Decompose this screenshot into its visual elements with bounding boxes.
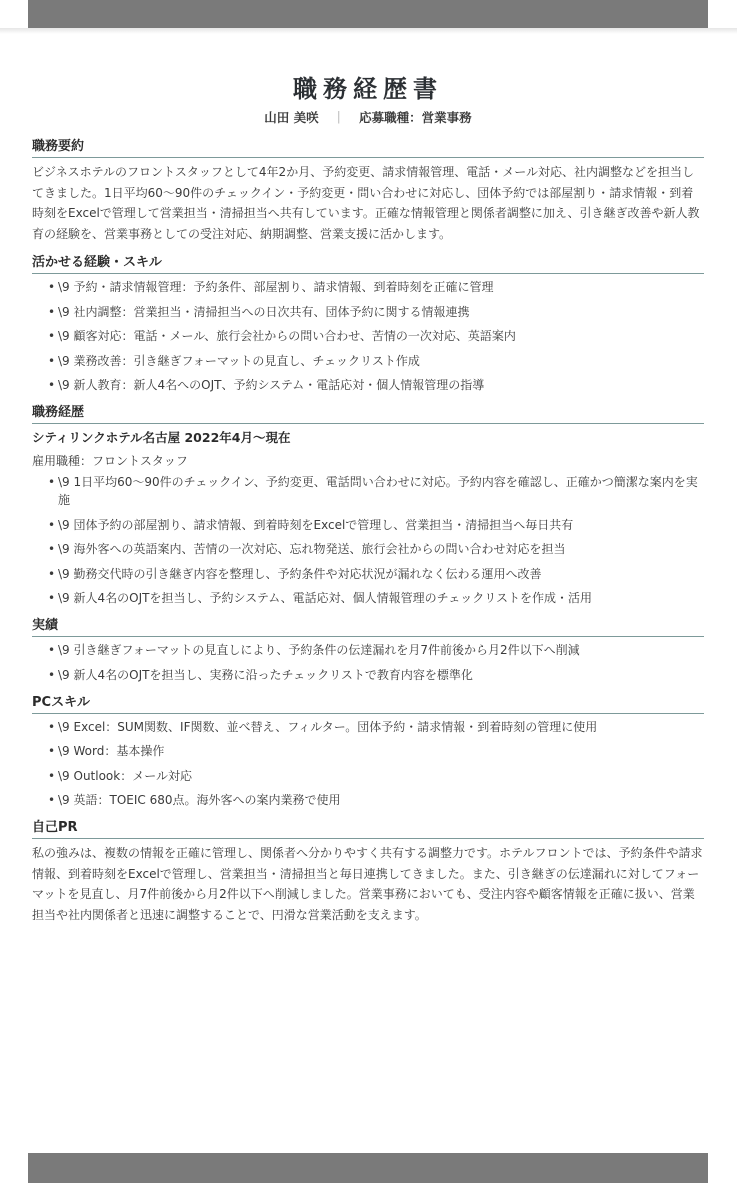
list-item	[48, 742, 704, 760]
list-item	[48, 473, 704, 509]
bullet-icon: •	[48, 517, 56, 532]
section-heading-achievements: 実績	[32, 617, 704, 637]
list-item-text: \9 海外客への英語案内、苦情の一次対応、忘れ物発送、旅行会社からの問い合わせ対応を担当	[58, 542, 566, 556]
section-heading-summary: 職務要約	[32, 138, 704, 158]
bullet-icon: •	[48, 304, 56, 319]
bullet-icon: •	[48, 280, 56, 294]
list-item-text: \9 勤務交代時の引き継ぎ内容を整理し、予約条件や対応状況が漏れなく伝わる運用へ改善	[58, 566, 542, 581]
bullet-icon: •	[48, 353, 56, 368]
list-item-text: \9 新人4名のOJTを担当し、実務に沿ったチェックリストで教育内容を標準化	[58, 667, 473, 682]
section-heading-self-pr: 自己PR	[32, 819, 704, 839]
list-item-text: \9 英語：TOEIC 680点。海外客への案内業務で使用	[58, 793, 341, 807]
summary-text: ビジネスホテルのフロントスタッフとして4年2か月、予約変更、請求情報管理、電話・メール対応、社内調整などを担当してきました。1日平均60～90件のチェックイン・予約変更・問い合わせに対応し、団体予約では部屋割り・請求情報・到着時刻をExcelで管理して営業担当・清掃担当へ共有しています。正確な情報管理と関係者調整に加え、引き継ぎ改善や新人教育の経験を、営業事務としての受注対応、納期調整、営業支援に活かします。	[32, 165, 700, 241]
bullet-icon: •	[48, 566, 56, 581]
list-item	[48, 589, 704, 607]
history-list	[32, 473, 704, 607]
bullet-icon: •	[48, 329, 56, 343]
list-item	[48, 767, 704, 785]
section-skills	[32, 254, 704, 394]
resume-page	[32, 72, 704, 925]
pc-skills-list	[32, 718, 704, 810]
list-item-text: \9 団体予約の部屋割り、請求情報、到着時刻をExcelで管理し、営業担当・清掃担当へ毎日共有	[58, 517, 574, 532]
applicant-line	[32, 108, 704, 128]
list-item	[48, 565, 704, 583]
section-heading-pc-skills: PCスキル	[32, 694, 704, 714]
company-heading: シティリンクホテル名古屋 2022年4月～現在	[32, 430, 291, 445]
bullet-icon: •	[48, 719, 56, 734]
skills-list	[32, 278, 704, 394]
bullet-icon: •	[48, 768, 56, 783]
bullet-icon: •	[48, 591, 56, 605]
applied-position: 応募職種：営業事務	[359, 110, 472, 125]
document-title: 職務経歴書	[293, 75, 443, 103]
list-item	[48, 791, 704, 809]
list-item-text: \9 新人4名のOJTを担当し、予約システム、電話応対、個人情報管理のチェックリストを作成・活用	[58, 591, 593, 605]
list-item	[48, 540, 704, 558]
section-heading-history: 職務経歴	[32, 404, 704, 424]
achievements-list	[32, 641, 704, 684]
page-top-shadow	[0, 28, 737, 34]
bullet-icon: •	[48, 542, 56, 556]
list-item	[48, 327, 704, 345]
separator: ｜	[332, 110, 346, 125]
list-item	[48, 516, 704, 534]
list-item	[48, 278, 704, 296]
section-achievements	[32, 617, 704, 684]
section-summary	[32, 138, 704, 244]
section-pc-skills	[32, 694, 704, 810]
bullet-icon: •	[48, 378, 56, 392]
list-item	[48, 641, 704, 659]
list-item-text: \9 1日平均60～90件のチェックイン、予約変更、電話問い合わせに対応。予約内容を確認し、正確かつ簡潔な案内を実施	[58, 475, 698, 507]
section-self-pr	[32, 819, 704, 925]
list-item-text: \9 新人教育：新人4名へのOJT、予約システム・電話応対・個人情報管理の指導	[58, 378, 485, 392]
list-item	[48, 666, 704, 684]
viewer-top-bar	[28, 0, 708, 28]
bullet-icon: •	[48, 793, 56, 807]
bullet-icon: •	[48, 643, 56, 657]
self-pr-text: 私の強みは、複数の情報を正確に管理し、関係者へ分かりやすく共有する調整力です。ホテルフロントでは、予約条件や請求情報、到着時刻をExcelで管理し、営業担当・清掃担当と毎日連携してきました。また、引き継ぎの伝達漏れに対してフォーマットを見直し、月7件前後から月2件以下へ削減しました。営業事務においても、受注内容や顧客情報を正確に扱い、営業担当や社内関係者と迅速に調整することで、円滑な営業活動を支えます。	[32, 846, 703, 922]
list-item-text: \9 予約・請求情報管理：予約条件、部屋割り、請求情報、到着時刻を正確に管理	[58, 280, 494, 294]
list-item	[48, 303, 704, 321]
list-item-text: \9 引き継ぎフォーマットの見直しにより、予約条件の伝達漏れを月7件前後から月2件以下へ削減	[58, 643, 580, 657]
bullet-icon: •	[48, 475, 56, 489]
bullet-icon: •	[48, 667, 56, 682]
section-history	[32, 404, 704, 607]
applicant-name: 山田 美咲	[264, 110, 319, 125]
list-item-text: \9 Excel：SUM関数、IF関数、並べ替え、フィルター。団体予約・請求情報・到着時刻の管理に使用	[58, 719, 598, 734]
list-item-text: \9 Word：基本操作	[58, 744, 165, 758]
section-heading-skills: 活かせる経験・スキル	[32, 254, 704, 274]
list-item	[48, 352, 704, 370]
list-item	[48, 376, 704, 394]
bullet-icon: •	[48, 744, 56, 758]
list-item	[48, 718, 704, 736]
list-item-text: \9 社内調整：営業担当・清掃担当への日次共有、団体予約に関する情報連携	[58, 304, 470, 319]
viewer-bottom-bar	[28, 1153, 708, 1183]
list-item-text: \9 業務改善：引き継ぎフォーマットの見直し、チェックリスト作成	[58, 353, 420, 368]
list-item-text: \9 Outlook：メール対応	[58, 768, 192, 783]
list-item-text: \9 顧客対応：電話・メール、旅行会社からの問い合わせ、苦情の一次対応、英語案内	[58, 329, 516, 343]
employment-role: 雇用職種：フロントスタッフ	[32, 454, 188, 468]
